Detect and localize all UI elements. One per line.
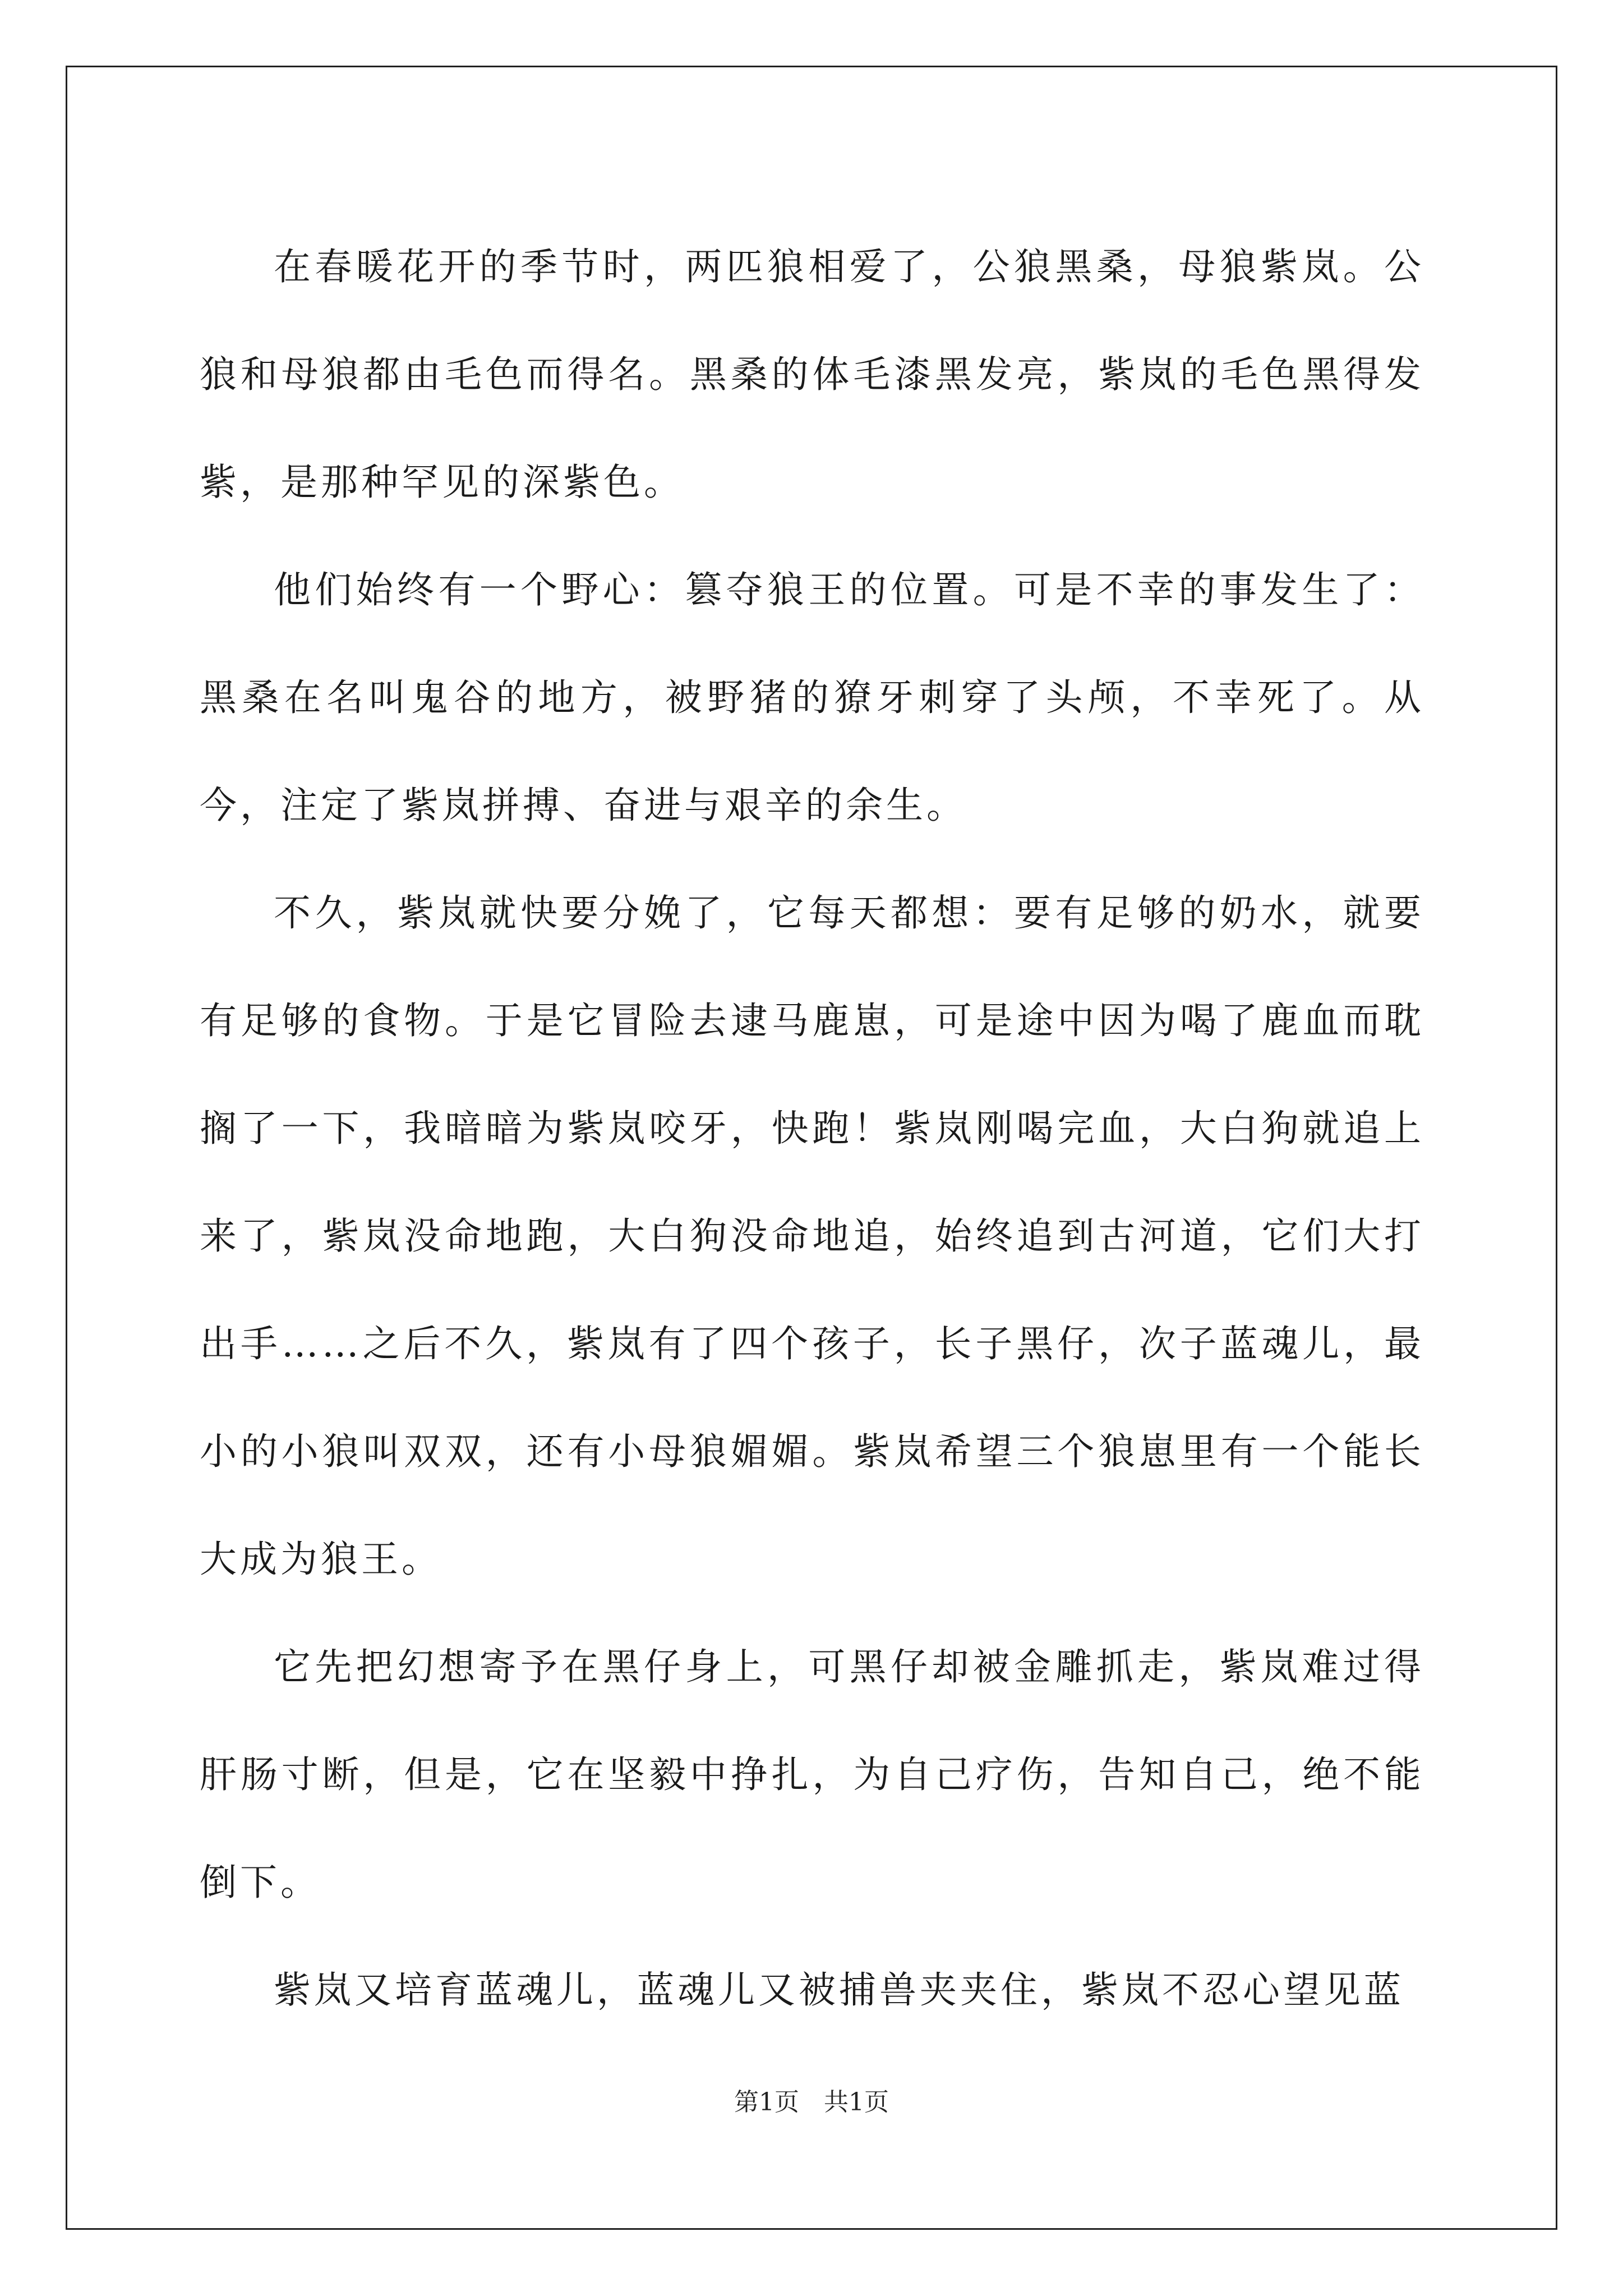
paragraph: 紫岚又培育蓝魂儿，蓝魂儿又被捕兽夹夹住，紫岚不忍心望见蓝	[274, 1968, 1404, 2012]
paragraph: 不久，紫岚就快要分娩了，它每天都想：要有足够的奶水，就要有足够的食物。于是它冒险去逮马鹿崽，可是途中因为喝了鹿血而耽搁了一下，我暗暗为紫岚咬牙，快跑！紫岚刚喝完血，大白狗就追上来了，紫岚没命地跑，大白狗没命地追，始终追到古河道，它们大打出手……之后不久，紫岚有了四个孩子，长子黑仔，次子蓝魂儿，最小的小狼叫双双，还有小母狼媚媚。紫岚希望三个狼崽里有一个能长大成为狼王。	[200, 891, 1424, 1581]
page-number-text: 第1页 共1页	[734, 2088, 889, 2116]
document-body	[200, 213, 1424, 2044]
paragraph: 它先把幻想寄予在黑仔身上，可黑仔却被金雕抓走，紫岚难过得肝肠寸断，但是，它在坚毅中挣扎，为自己疗伤，告知自己，绝不能倒下。	[200, 1645, 1424, 1904]
paragraph: 他们始终有一个野心：篡夺狼王的位置。可是不幸的事发生了：黑桑在名叫鬼谷的地方，被野猪的獠牙刺穿了头颅，不幸死了。从今，注定了紫岚拼搏、奋进与艰辛的余生。	[200, 568, 1424, 827]
paragraph: 在春暖花开的季节时，两匹狼相爱了，公狼黑桑，母狼紫岚。公狼和母狼都由毛色而得名。黑桑的体毛漆黑发亮，紫岚的毛色黑得发紫，是那种罕见的深紫色。	[200, 245, 1424, 504]
page-footer	[0, 2086, 1623, 2119]
